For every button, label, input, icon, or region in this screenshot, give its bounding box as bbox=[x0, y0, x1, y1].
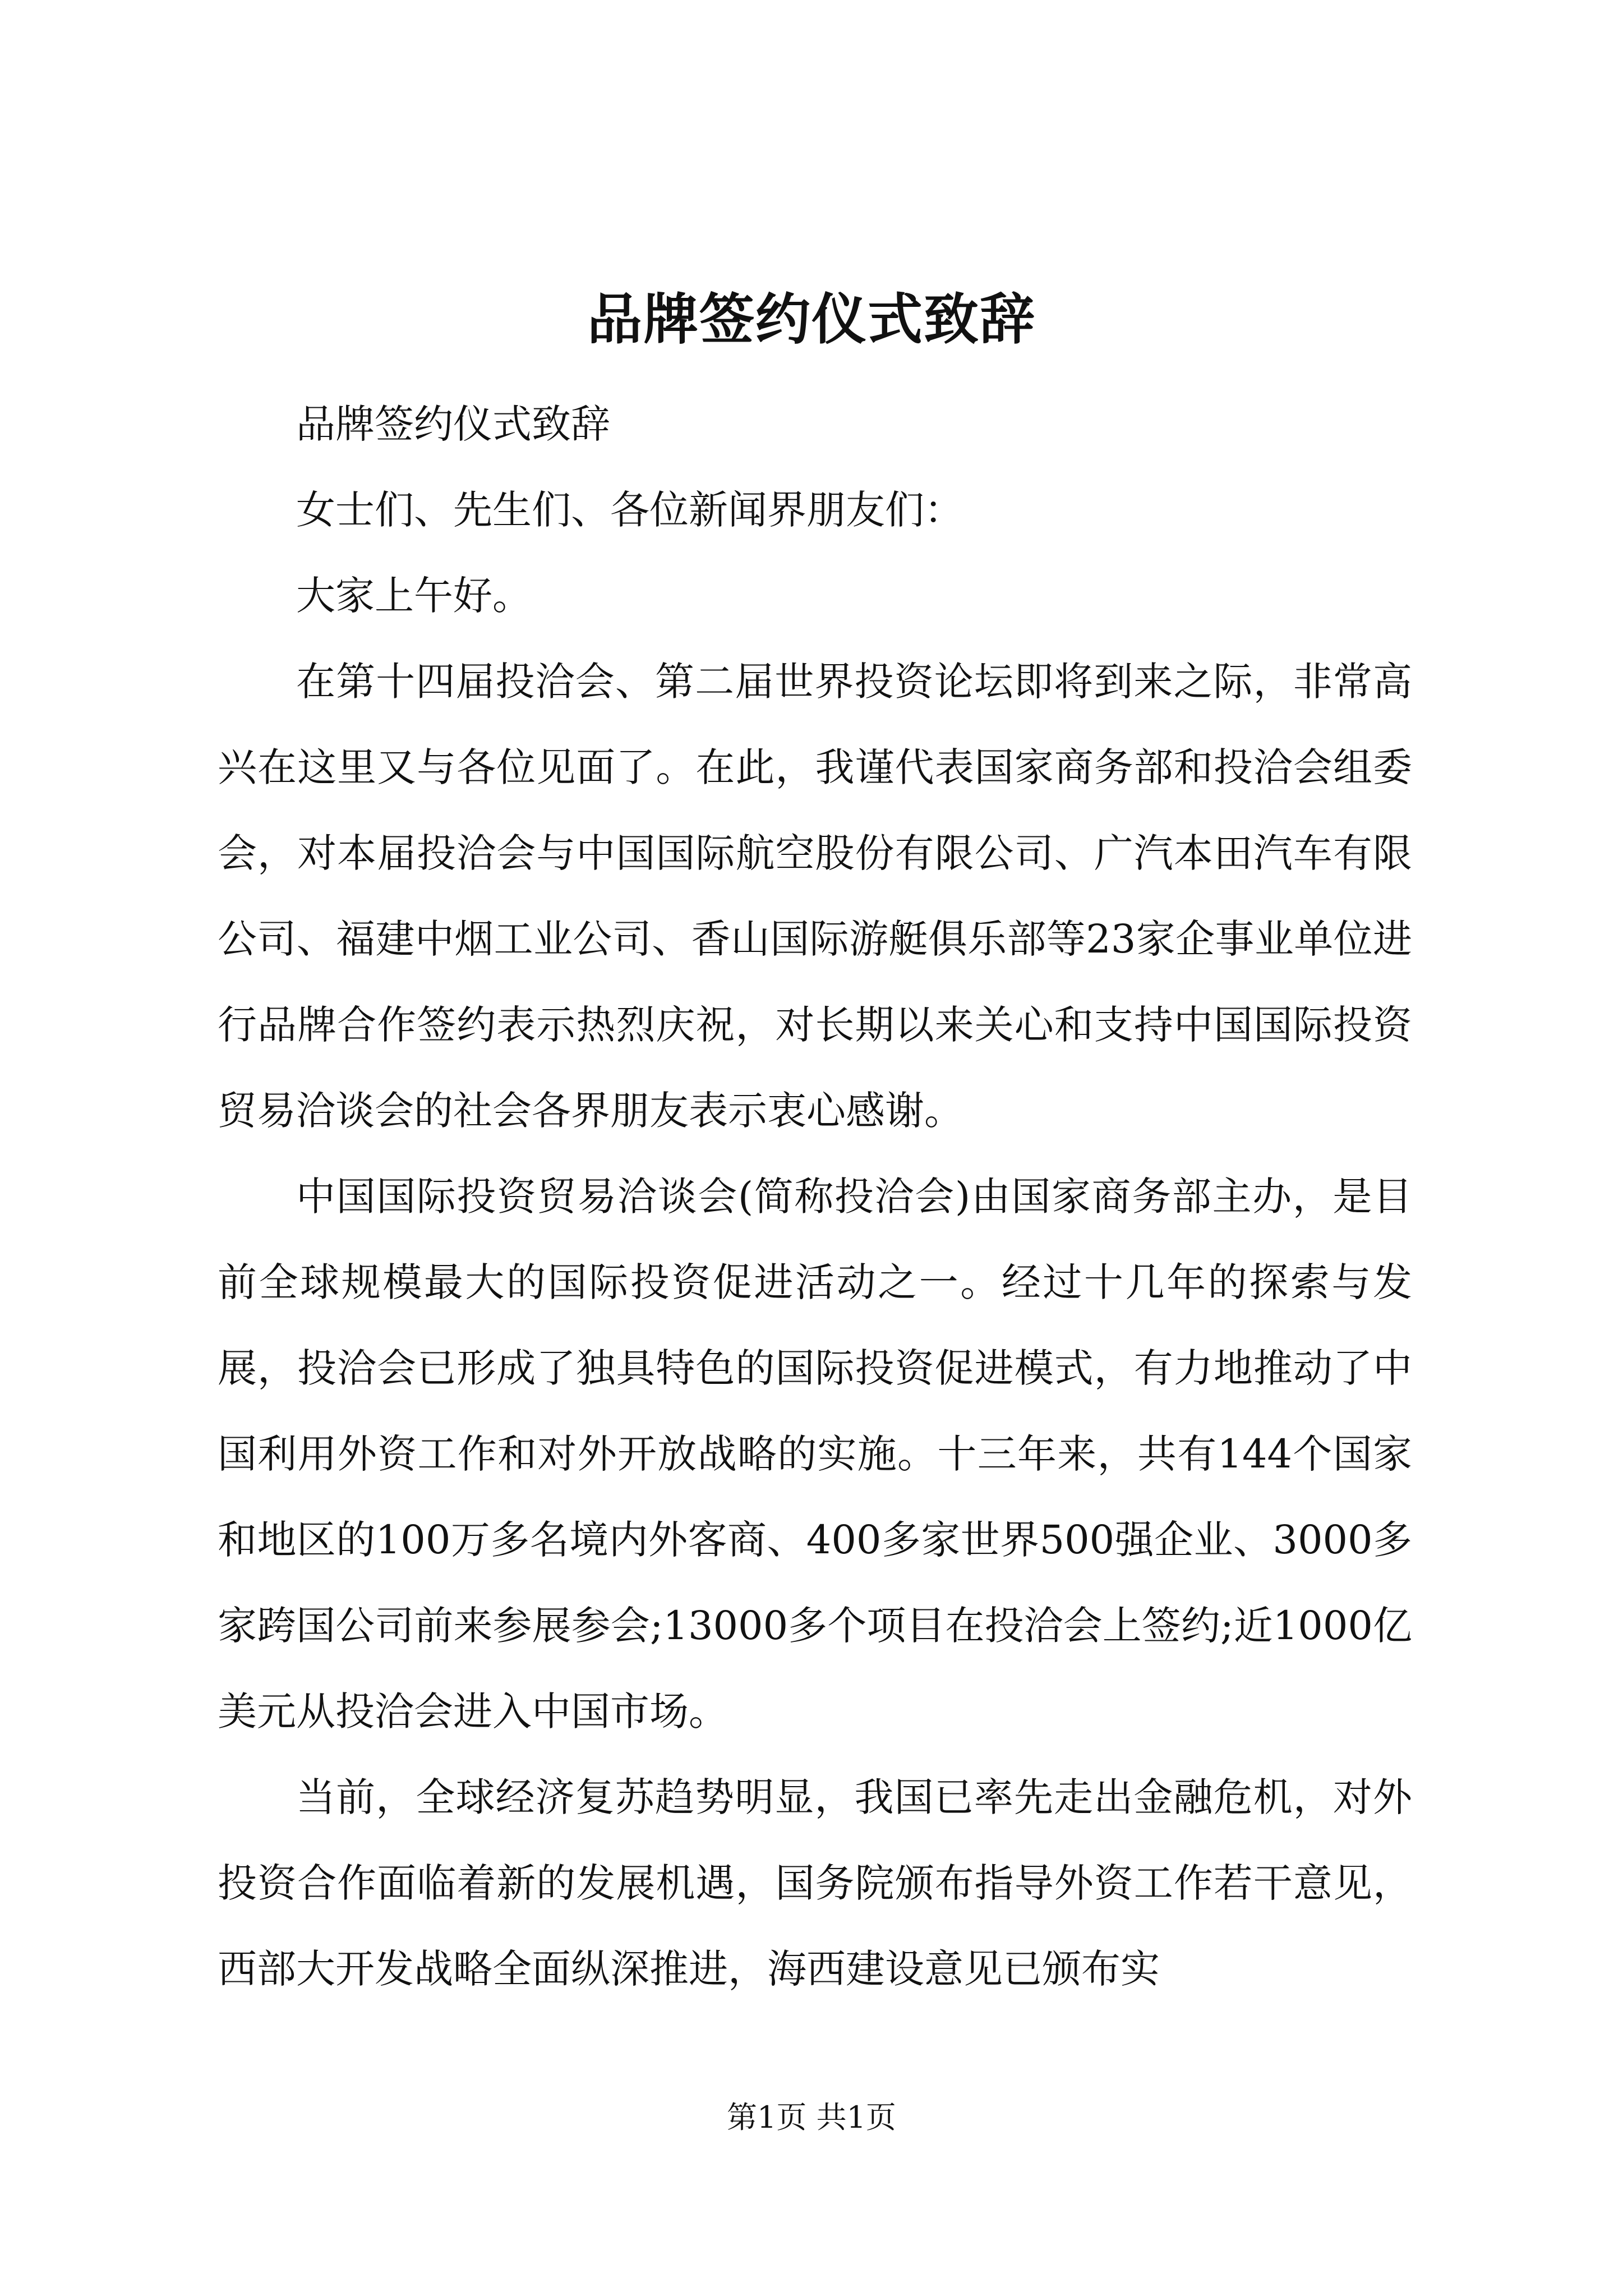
body-paragraph: 大家上午好。 bbox=[296, 573, 532, 619]
body-paragraph: 女士们、先生们、各位新闻界朋友们： bbox=[296, 487, 963, 533]
body-paragraph: 在第十四届投洽会、第二届世界投资论坛即将到来之际，非常高兴在这里又与各位见面了。在此，我谨代表国家商务部和投洽会组委会，对本届投洽会与中国国际航空股份有限公司、广汽本田汽车有限公司、福建中烟工业公司、香山国际游艇俱乐部等23家企事业单位进行品牌合作签约表示热烈庆祝，对长期以来关心和支持中国国际投资贸易洽谈会的社会各界朋友表示衷心感谢。 bbox=[218, 659, 1412, 1134]
page-footer: 第1页 共1页 bbox=[727, 2100, 896, 2135]
body-paragraph: 品牌签约仪式致辞 bbox=[296, 401, 610, 447]
document-body bbox=[218, 381, 1412, 2012]
body-paragraph: 当前，全球经济复苏趋势明显，我国已率先走出金融危机，对外投资合作面临着新的发展机遇，国务院颁布指导外资工作若干意见，西部大开发战略全面纵深推进，海西建设意见已颁布实 bbox=[218, 1774, 1412, 1992]
body-paragraph: 中国国际投资贸易洽谈会(简称投洽会)由国家商务部主办，是目前全球规模最大的国际投资促进活动之一。经过十几年的探索与发展，投洽会已形成了独具特色的国际投资促进模式，有力地推动了中国利用外资工作和对外开放战略的实施。十三年来，共有144个国家和地区的100万多名境内外客商、400多家世界500强企业、3000多家跨国公司前来参展参会;13000多个项目在投洽会上签约;近1000亿美元从投洽会进入中国市场。 bbox=[218, 1174, 1412, 1734]
document-title: 品牌签约仪式致辞 bbox=[587, 287, 1036, 352]
